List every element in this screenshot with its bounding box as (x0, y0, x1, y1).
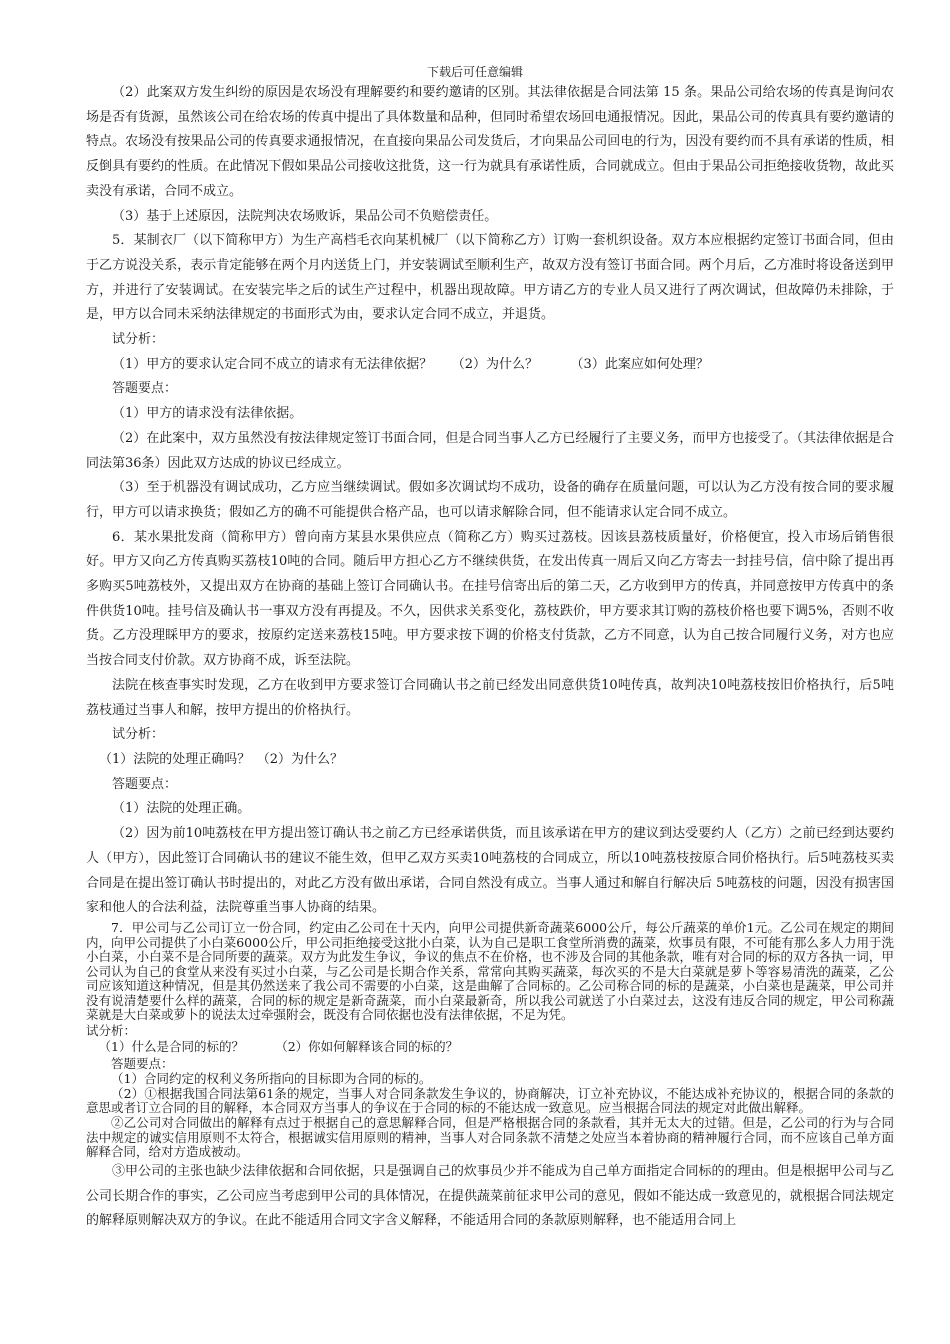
paragraph: 试分析： (86, 1023, 137, 1039)
paragraph: 法院在核查事实时发现，乙方在收到甲方要求签订合同确认书之前已经发出同意供货10吨传真，故判决10吨荔枝按旧价格执行，后5吨荔枝通过当事人和解，按甲方提出的价格执行。 (86, 677, 894, 718)
paragraph: 答题要点： (112, 381, 178, 397)
paragraph: （3）至于机器没有调试成功，乙方应当继续调试。假如多次调试均不成功，设备的确存在质量问题，可以认为乙方没有按合同的要求履行，甲方可以请求换货；假如乙方的确不可能提供合格产品，也可以请求解除合同，但不能请求认定合同不成立。 (86, 480, 894, 520)
paragraph: （1）合同约定的权利义务所指向的目标即为合同的标的。 (111, 1071, 432, 1087)
page-header: 下载后可任意编辑 (426, 65, 523, 79)
paragraph: （2）在此案中，双方虽然没有按法律规定签订书面合同，但是合同当事人乙方已经履行了主要义务，而甲方也接受了。（其法律依据是合同法第36条）因此双方达成的协议已经成立。 (86, 430, 894, 471)
paragraph: 答题要点： (111, 1055, 174, 1071)
paragraph: 试分析： (112, 332, 165, 348)
paragraph: （2）①根据我国合同法第61条的规定，当事人对合同条款发生争议的，协商解决，订立补充协议，不能达成补充协议的，根据合同的条款的意思或者订立合同的目的解释，本合同双方当事人的争议在于合同的标的不能达成一致意见。应当根据合同法的规定对此做出解释。 (86, 1085, 894, 1116)
paragraph: （1）法院的处理正确吗？ （2）为什么？ (99, 751, 344, 767)
paragraph: ②乙公司对合同做出的解释有点过于根据自己的意思解释合同，但是严格根据合同的条款看，其并无太大的过错。但是，乙公司的行为与合同法中规定的诚实信用原则不太符合，根据诚实信用原则的精神，当事人对合同条款不清楚之处应当本着协商的精神履行合同，而不应该自己单方面解释合同，给对方造成被动。 (86, 1115, 894, 1160)
paragraph: （1）什么是合同的标的？ （2）你如何解释该合同的标的？ (98, 1039, 459, 1055)
paragraph: （3）基于上述原因，法院判决农场败诉，果品公司不负赔偿责任。 (112, 208, 498, 224)
paragraph: 答题要点： (112, 776, 178, 792)
paragraph: 6．某水果批发商（简称甲方）曾向南方某县水果供应点（简称乙方）购买过荔枝。因该县荔枝质量好，价格便宜，投入市场后销售很好。甲方又向乙方传真购买荔枝10吨的合同。随后甲方担心乙方不继续供货，在发出传真一周后又向乙方寄去一封挂号信，信中除了提出再多购买5吨荔枝外，又提出双方在协商的基础上签订合同确认书。在挂号信寄出后的第二天，乙方收到甲方的传真，并同意按甲方传真中的条件供货10吨。挂号信及确认书一事双方没有再提及。不久，因供求关系变化，荔枝跌价，甲方要求其订购的荔枝价格也要下调5%，否则不收货。乙方没理睬甲方的要求，按原约定送来荔枝15吨。甲方要求按下调的价格支付货款，乙方不同意，认为自己按合同履行义务，对方也应当按合同支付价款。双方协商不成，诉至法院。 (86, 529, 894, 669)
paragraph: ③甲公司的主张也缺少法律依据和合同依据，只是强调自己的炊事员少并不能成为自己单方面指定合同标的的理由。但是根据甲公司与乙公司长期合作的事实，乙公司应当考虑到甲公司的具体情况，在提供蔬菜前征求甲公司的意见，假如不能达成一致意见的，就根据合同法规定的解释原则解决双方的争议。在此不能适用合同文字含义解释，不能适用合同的条款原则解释，也不能适用合同上 (86, 1163, 894, 1229)
paragraph: 7．甲公司与乙公司订立一份合同，约定由乙公司在十天内，向甲公司提供新奇蔬菜6000公斤，每公斤蔬菜的单价1元。乙公司在规定的期间内，向甲公司提供了小白菜6000公斤，甲公司拒绝接受这批小白菜，认为自己是职工食堂所消费的蔬菜，炊事员有限，不可能有那么多人力用于洗小白菜，小白菜不是合同所要的蔬菜。双方为此发生争议，争议的焦点不在价格，也不涉及合同的其他条款，唯有对合同的标的双方各执一词，甲公司认为自己的食堂从来没有买过小白菜，与乙公司是长期合作关系，常常向其购买蔬菜，每次买的不是大白菜就是萝卜等容易清洗的蔬菜，乙公司应该知道这种情况，但是其仍然送来了我公司不需要的小白菜，这是曲解了合同标的。乙公司称合同的标的是蔬菜，小白菜也是蔬菜，甲公司并没有说清楚要什么样的蔬菜，合同的标的规定是新奇蔬菜，而小白菜最新奇，所以我公司就送了小白菜过去，这没有违反合同的规定，甲公司称蔬菜就是大白菜或萝卜的说法太过牵强附会，既没有合同依据也没有法律依据，不足为凭。 (86, 919, 894, 1023)
paragraph: （2）因为前10吨荔枝在甲方提出签订确认书之前乙方已经承诺供货，而且该承诺在甲方的建议到达受要约人（乙方）之前已经到达要约人（甲方），因此签订合同确认书的建议不能生效，但甲乙双方买卖10吨荔枝的合同成立，所以10吨荔枝按原合同价格执行。后5吨荔枝买卖合同是在提出签订确认书时提出的，对此乙方没有做出承诺，合同自然没有成立。当事人通过和解自行解决后 5吨荔枝的问题，因没有损害国家和他人的合法利益，法院尊重当事人协商的结果。 (86, 826, 894, 916)
paragraph: （1）法院的处理正确。 (112, 801, 251, 817)
paragraph: 5．某制衣厂（以下简称甲方）为生产高档毛衣向某机械厂（以下简称乙方）订购一套机织设备。双方本应根据约定签订书面合同，但由于乙方说没关系，表示肯定能够在两个月内送货上门，并安装调试至顺利生产，故双方没有签订书面合同。两个月后，乙方准时将设备送到甲方，并进行了安装调试。在安装完毕之后的试生产过程中，机器出现故障。甲方请乙方的专业人员又进行了两次调试，但故障仍未排除，于是，甲方以合同未采纳法律规定的书面形式为由，要求认定合同不成立，并退货。 (86, 233, 894, 323)
paragraph: （1）甲方的要求认定合同不成立的请求有无法律依据？ （2）为什么？ （3）此案应如何处理？ (112, 356, 709, 372)
paragraph: 试分析： (112, 727, 165, 743)
paragraph: （2）此案双方发生纠纷的原因是农场没有理解要约和要约邀请的区别。其法律依据是合同法第 15 条。果品公司给农场的传真是询问农场是否有货源，虽然该公司在给农场的传真中提出了具体数量和品种，但同时希望农场回电通报情况。因此，果品公司的传真具有要约邀请的特点。农场没有按果品公司的传真要求通报情况，在直接向果品公司发货后，才向果品公司回电的行为，因没有要约而不具有承诺的性质，相反倒具有要约的性质。在此情况下假如果品公司接收这批货，这一行为就具有承诺性质，合同就成立。但由于果品公司拒绝接收货物，故此买卖没有承诺，合同不成立。 (86, 85, 894, 199)
document-body (86, 81, 894, 1234)
paragraph: （1）甲方的请求没有法律依据。 (112, 406, 303, 422)
